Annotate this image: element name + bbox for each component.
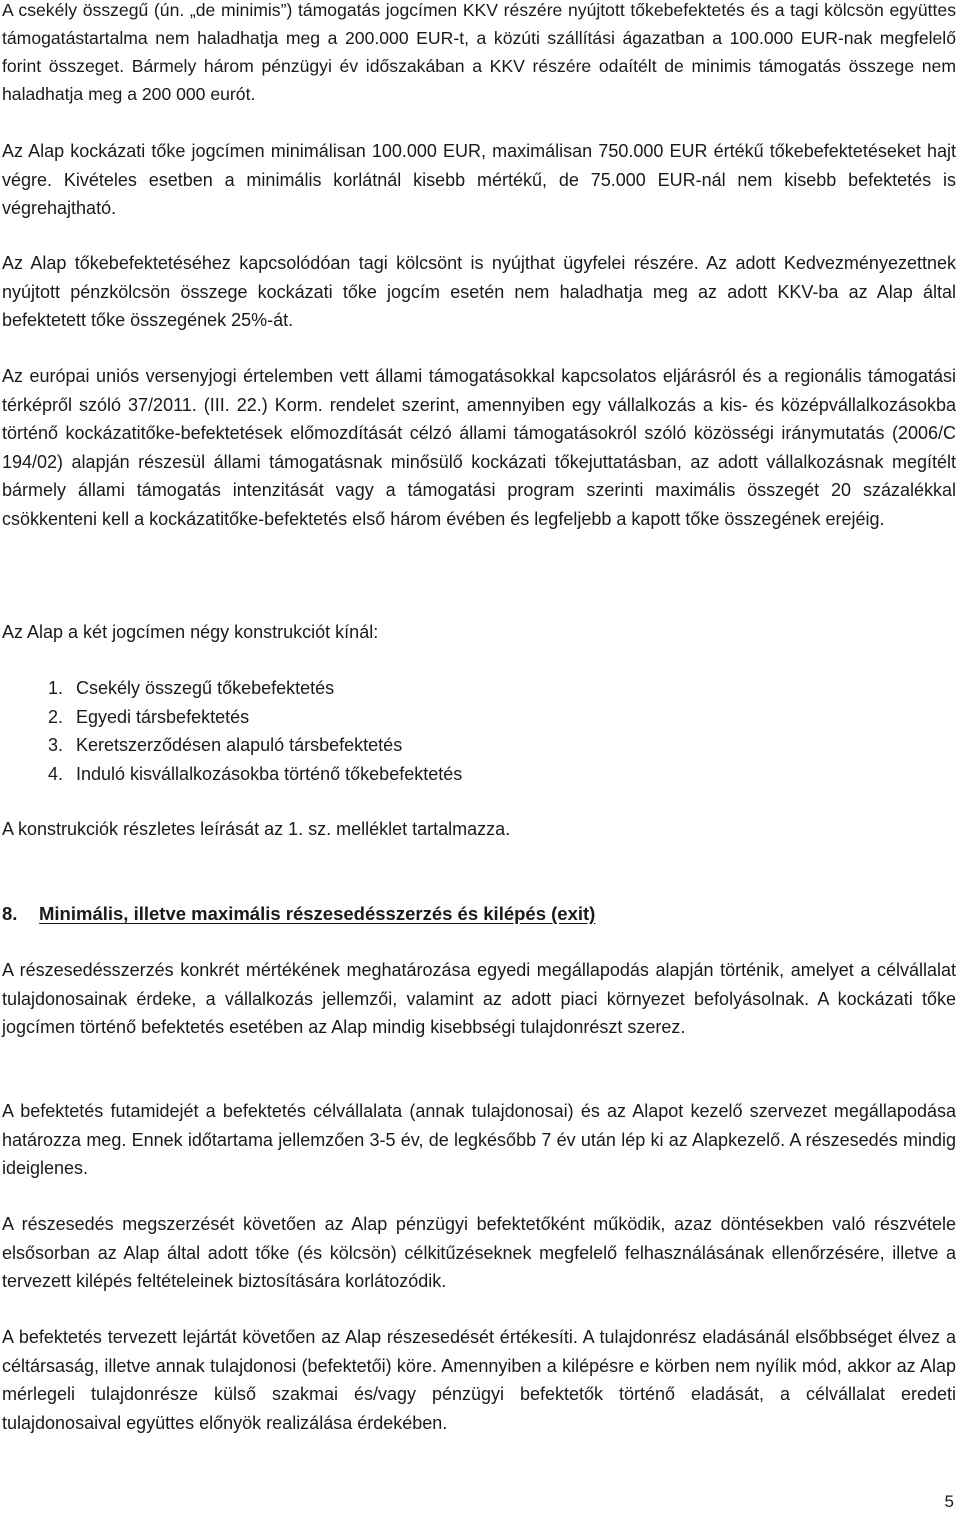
paragraph-de-minimis: A csekély összegű (ún. „de minimis”) támogatás jogcímen KKV részére nyújtott tőkebefektetés és a tagi kölcsön együttes támogatástartalma nem haladhatja meg a 200.000 EUR-t, a közúti szállítási ágazatban a 100.000 EUR-nak megfelelő forint összeget. Bármely három pénzügyi év időszakában a KKV részére odaítélt de minimis támogatás összege nem haladhatja meg a 200 000 eurót. <box>2 0 956 104</box>
paragraph-member-loan: Az Alap tőkebefektetéséhez kapcsolódóan tagi kölcsönt is nyújthat ügyfelei részére. Az adott Kedvezményezettnek nyújtott pénzkölcsön összege kockázati tőke jogcím esetén nem haladhatja meg az adott KKV-ba az Alap által befektetett tőke összegének 25%-át. <box>2 253 956 331</box>
list-item-label: Csekély összegű tőkebefektetés <box>76 678 335 698</box>
paragraph-state-aid: Az európai uniós versenyjogi értelemben vett állami támogatásokkal kapcsolatos eljárásról és a regionális támogatási térképről szóló 37/2011. (III. 22.) Korm. rendelet szerint, amennyiben egy vállalkozás a kis- és középvállalkozásokba történő kockázatitőke-befektetések előmozdítását célzó állami támogatásokról szóló közösségi iránymutatás (2006/C 194/02) alapján részesül állami támogatásnak minősülő kockázati tőkejuttatásban, az adott vállalkozásnak megítélt bármely állami támogatás intenzitását vagy a támogatási program szerinti maximális összegét 20 százalékkal csökkenteni kell a kockázatitőke-befektetés első három évében és legfeljebb a kapott tőke összegének erejéig. <box>2 366 956 529</box>
section-number: 8. <box>2 903 18 924</box>
list-item-number: 4. <box>48 763 64 784</box>
list-item-number: 1. <box>48 678 64 698</box>
paragraph-constructions-annex: A konstrukciók részletes leírását az 1. sz. melléklet tartalmazza. <box>2 819 511 839</box>
page-number: 5 <box>944 1492 954 1511</box>
section-title: Minimális, illetve maximális részesedésszerzés és kilépés (exit) <box>39 903 596 924</box>
list-item <box>48 760 928 789</box>
list-item-label: Induló kisvállalkozásokba történő tőkebefektetés <box>76 763 463 784</box>
paragraph-exit: A befektetés tervezett lejártát követően az Alap részesedését értékesíti. A tulajdonrész eladásánál elsőbbséget élvez a céltársaság, illetve annak tulajdonosi (befektetői) köre. Amennyiben a kilépésre e körben nem nyílik mód, akkor az Alap mérlegeli tulajdonrésze külső szakmai és/vagy pénzügyi befektetők történő eladását, a célvállalat eredeti tulajdonosaival együttes előnyök realizálása érdekében. <box>2 1327 956 1433</box>
list-item-number: 2. <box>48 706 64 727</box>
paragraph-financial-investor: A részesedés megszerzését követően az Alap pénzügyi befektetőként működik, azaz döntésekben való részvétele elsősorban az Alap által adott tőke (és kölcsön) célkitűzéseknek megfelelő felhasználásának ellenőrzésére, illetve a tervezett kilépés feltételeinek biztosítására korlátozódik. <box>2 1214 956 1292</box>
section-heading <box>2 900 942 928</box>
list-item <box>48 674 928 703</box>
paragraph-investment-limits: Az Alap kockázati tőke jogcímen minimálisan 100.000 EUR, maximálisan 750.000 EUR értékű tőkebefektetéseket hajt végre. Kivételes esetben a minimális korlátnál kisebb mértékű, de 75.000 EUR-nál nem kisebb befektetés is végrehajtható. <box>2 141 956 219</box>
list-item-number: 3. <box>48 735 64 756</box>
paragraph-constructions-intro: Az Alap a két jogcímen négy konstrukciót kínál: <box>2 622 379 642</box>
list-item <box>48 731 928 760</box>
list-item-label: Keretszerződésen alapuló társbefektetés <box>76 735 403 756</box>
paragraph-investment-term: A befektetés futamidejét a befektetés célvállalata (annak tulajdonosai) és az Alapot kezelő szervezet megállapodása határozza meg. Ennek időtartama jellemzően 3-5 év, de legkésőbb 7 év után lép ki az Alapkezelő. A részesedés mindig ideiglenes. <box>2 1101 956 1179</box>
paragraph-stake-acquisition: A részesedésszerzés konkrét mértékének meghatározása egyedi megállapodás alapján történik, amelyet a célvállalat tulajdonosainak érdeke, a vállalkozás jellemzői, valamint az adott piaci környezet befolyásolnak. A kockázati tőke jogcímen történő befektetés esetében az Alap mindig kisebbségi tulajdonrészt szerez. <box>2 960 956 1038</box>
constructions-list <box>48 674 928 788</box>
list-item-label: Egyedi társbefektetés <box>76 706 250 727</box>
list-item <box>48 703 928 732</box>
